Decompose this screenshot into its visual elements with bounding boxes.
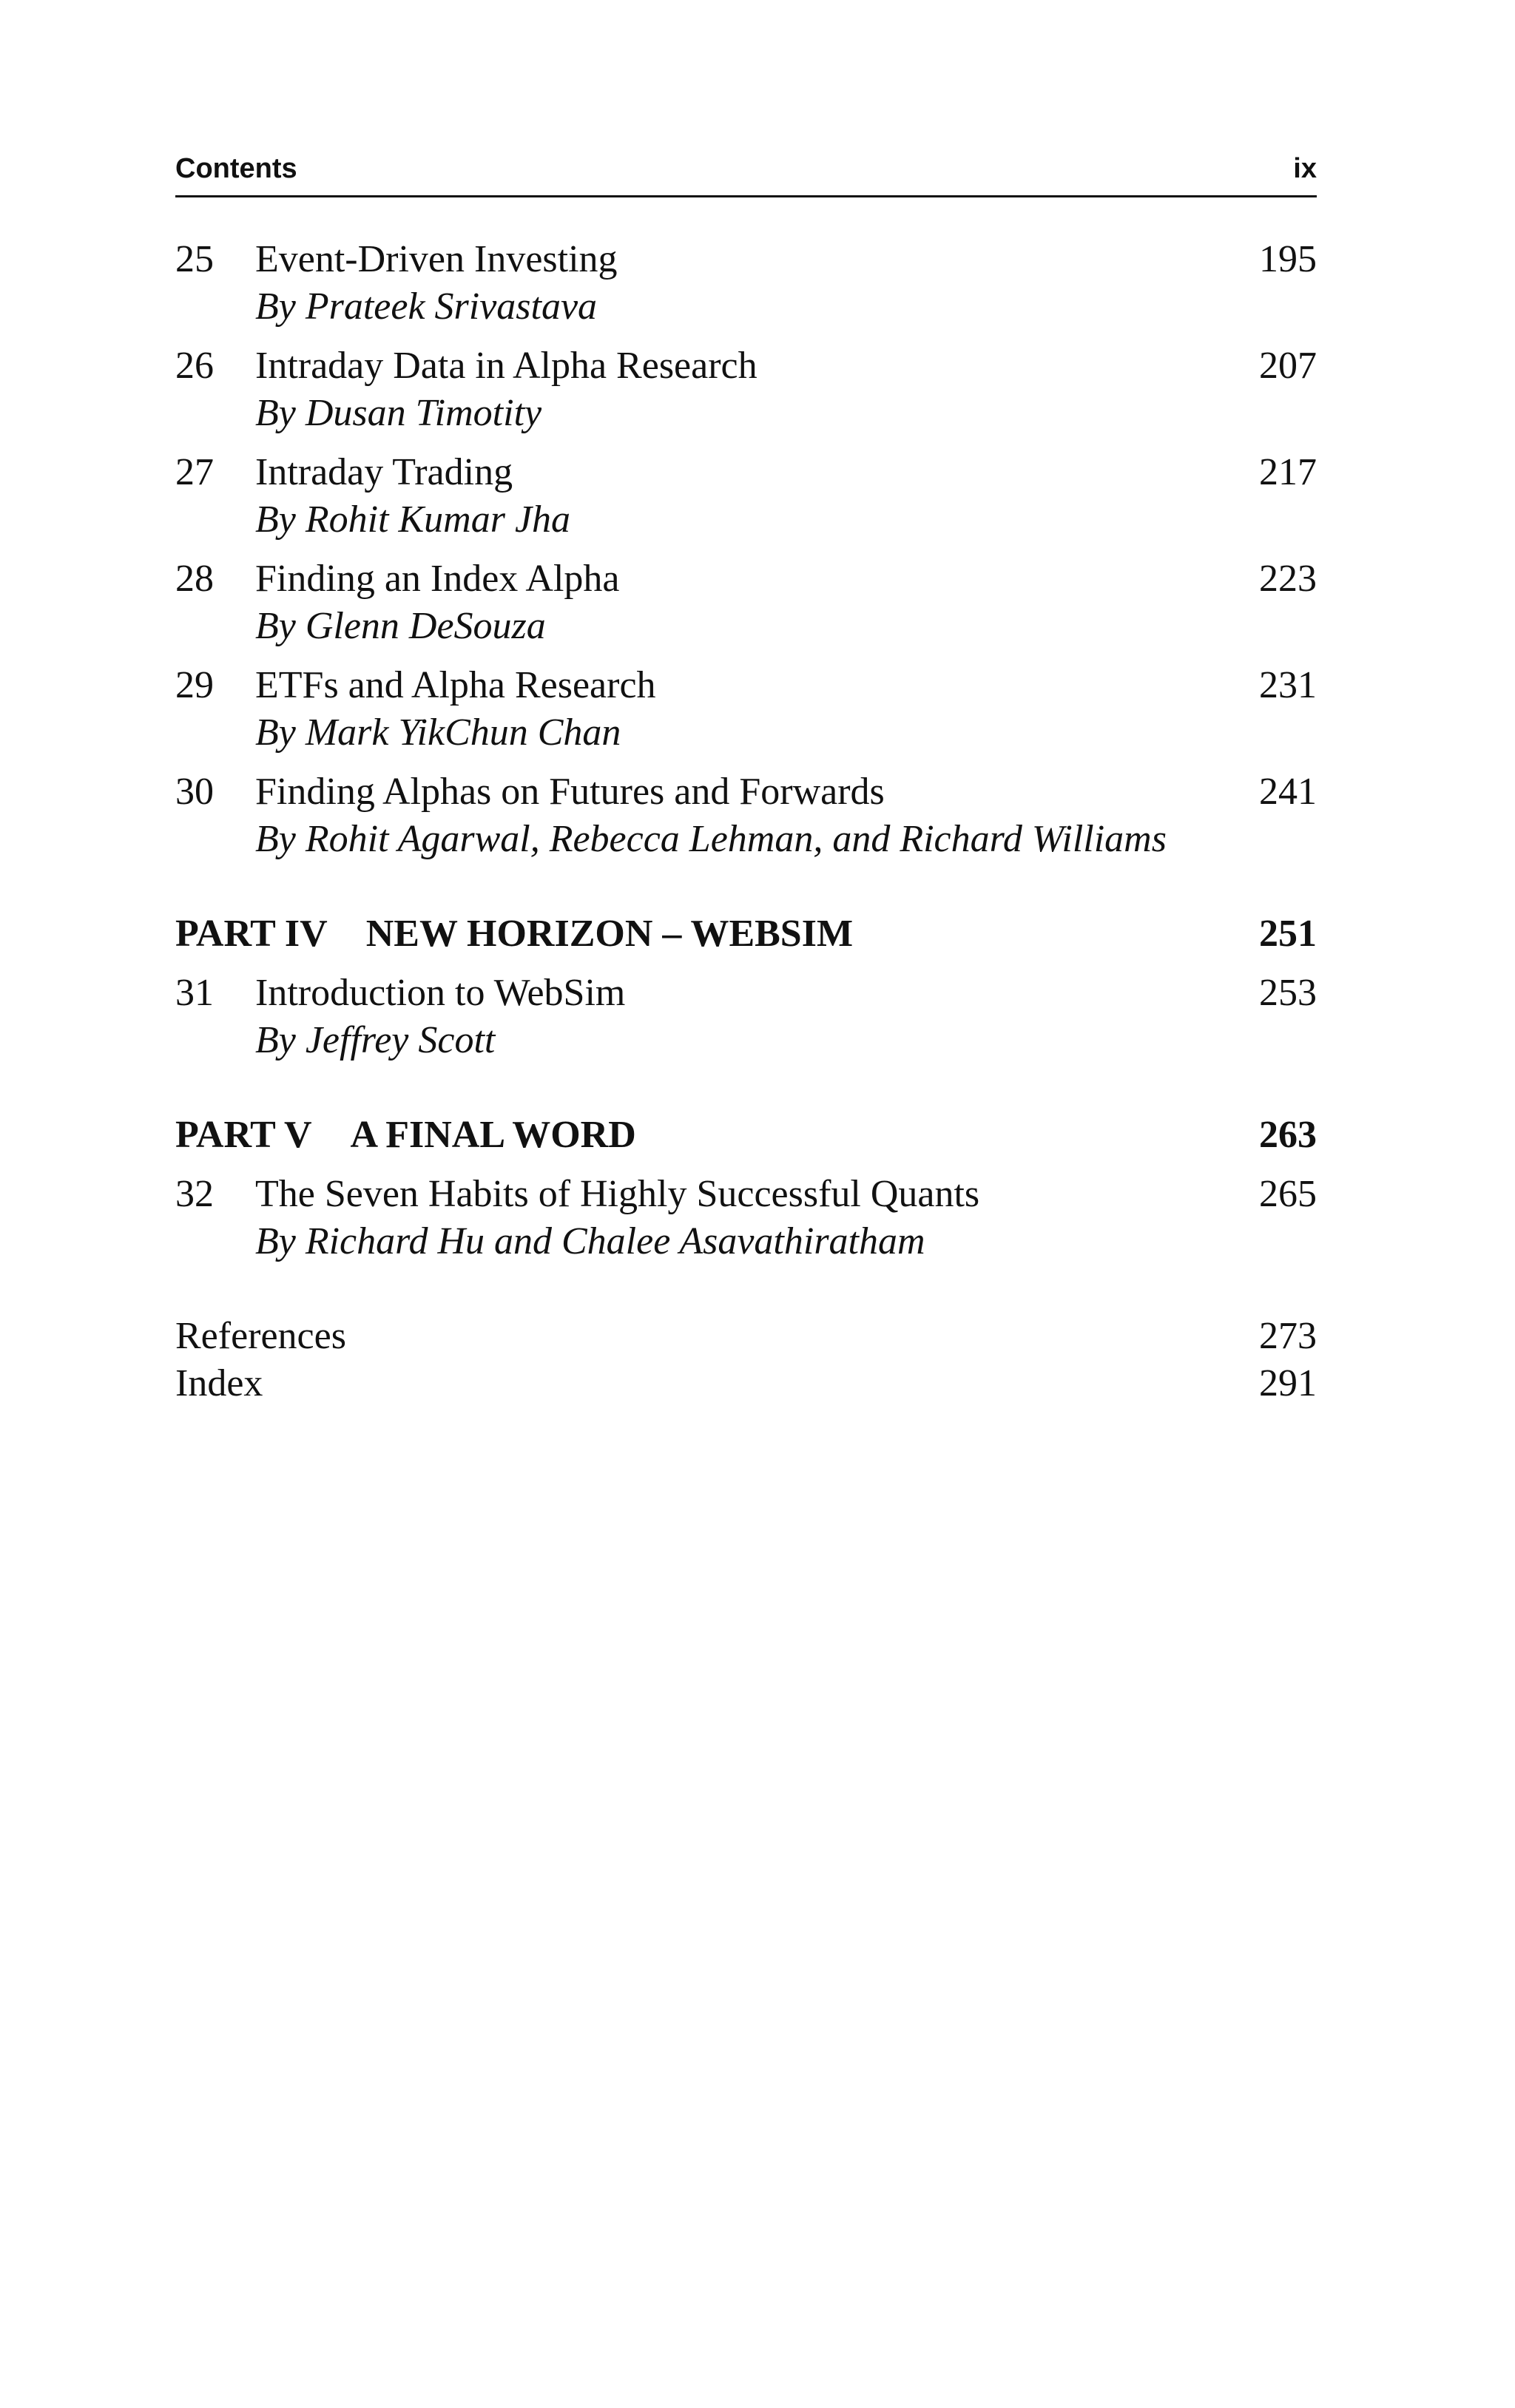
chapter-author: By Richard Hu and Chalee Asavathiratham	[255, 1220, 925, 1262]
running-head-title: Contents	[175, 153, 297, 184]
back-matter-page: 273	[1259, 1315, 1317, 1357]
chapter-author: By Glenn DeSouza	[255, 605, 546, 647]
chapter-page: 223	[1259, 558, 1317, 600]
toc-part-v[interactable]	[175, 1112, 1317, 1159]
chapter-page: 253	[1259, 972, 1317, 1014]
page-number: ix	[1293, 153, 1317, 184]
chapter-number: 27	[175, 451, 214, 493]
toc-entry-index[interactable]	[175, 1360, 1317, 1407]
toc-page	[175, 141, 1317, 1407]
part-page: 251	[1259, 913, 1317, 955]
part-title: A FINAL WORD	[350, 1114, 636, 1156]
toc-part-iv[interactable]	[175, 910, 1317, 958]
chapter-title: Event-Driven Investing	[255, 238, 618, 280]
chapter-author: By Rohit Kumar Jha	[255, 498, 571, 541]
chapter-page: 265	[1259, 1173, 1317, 1215]
chapter-page: 231	[1259, 664, 1317, 706]
chapter-number: 28	[175, 558, 214, 600]
toc-entry-26[interactable]	[175, 342, 1317, 437]
chapter-title: Introduction to WebSim	[255, 972, 626, 1014]
toc-entry-32[interactable]	[175, 1171, 1317, 1265]
part-number: PART V	[175, 1114, 312, 1156]
toc-entry-references[interactable]	[175, 1313, 1317, 1360]
chapter-title: ETFs and Alpha Research	[255, 664, 656, 706]
running-head	[175, 141, 1317, 197]
chapter-author: By Jeffrey Scott	[255, 1019, 496, 1061]
chapter-title: Intraday Data in Alpha Research	[255, 345, 758, 387]
chapter-page: 195	[1259, 238, 1317, 280]
part-title: NEW HORIZON – WEBSIM	[365, 913, 854, 955]
chapter-author: By Prateek Srivastava	[255, 285, 598, 328]
chapter-number: 25	[175, 238, 214, 280]
chapter-title: Intraday Trading	[255, 451, 513, 493]
chapter-number: 29	[175, 664, 214, 706]
toc-entry-29[interactable]	[175, 662, 1317, 757]
chapter-title: Finding Alphas on Futures and Forwards	[255, 771, 885, 813]
chapter-author: By Dusan Timotity	[255, 392, 542, 434]
toc-entry-28[interactable]	[175, 555, 1317, 650]
chapter-page: 207	[1259, 345, 1317, 387]
part-number: PART IV	[175, 913, 328, 955]
chapter-author: By Mark YikChun Chan	[255, 711, 621, 754]
toc-entry-30[interactable]	[175, 768, 1317, 863]
back-matter-title: Index	[175, 1362, 263, 1404]
toc-entry-25[interactable]	[175, 236, 1317, 331]
chapter-number: 30	[175, 771, 214, 813]
back-matter-page: 291	[1259, 1362, 1317, 1404]
chapter-number: 31	[175, 972, 214, 1014]
chapter-page: 217	[1259, 451, 1317, 493]
back-matter	[175, 1313, 1317, 1407]
toc-entry-27[interactable]	[175, 449, 1317, 544]
part-page: 263	[1259, 1114, 1317, 1156]
chapter-title: The Seven Habits of Highly Successful Quants	[255, 1173, 980, 1215]
chapter-title: Finding an Index Alpha	[255, 558, 620, 600]
chapter-number: 32	[175, 1173, 214, 1215]
chapter-page: 241	[1259, 771, 1317, 813]
toc-entry-31[interactable]	[175, 970, 1317, 1064]
table-of-contents	[175, 236, 1317, 1407]
chapter-number: 26	[175, 345, 214, 387]
back-matter-title: References	[175, 1315, 346, 1357]
chapter-author: By Rohit Agarwal, Rebecca Lehman, and Richard Williams	[255, 818, 1167, 860]
